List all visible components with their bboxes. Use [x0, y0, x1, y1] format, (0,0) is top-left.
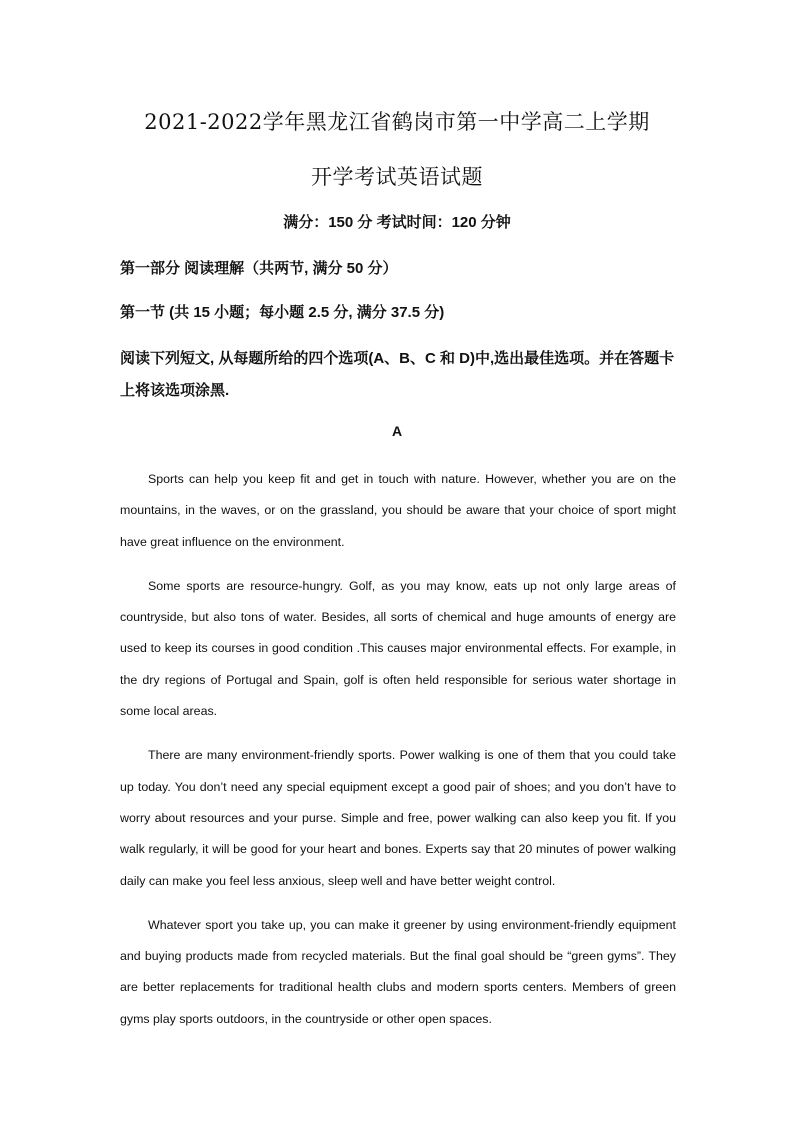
instructions: 阅读下列短文, 从每题所给的四个选项(A、B、C 和 D)中,选出最佳选项。并在答题卡上将该选项涂黑. — [120, 350, 675, 399]
paragraph: Whatever sport you take up, you can make it greener by using environment-friendly equipment and buying products made from recycled materials. But the final goal should be “green gyms”. They are better replacements for traditional health clubs and modern sports centers. Members of green gyms play sports outdoors, in the countryside or other open spaces. — [120, 917, 676, 1026]
paragraph: Some sports are resource-hungry. Golf, as you may know, eats up not only large areas of countryside, but also tons of water. Besides, all sorts of chemical and huge amounts of energy are used to keep its courses in good condition .This causes major environmental effects. For example, in the dry regions of Portugal and Spain, golf is often held responsible for serious water shortage in some local areas. — [120, 578, 676, 719]
paragraph: Sports can help you keep fit and get in touch with nature. However, whether you are on the mountains, in the waves, or on the grassland, you should be aware that your choice of sport might have great influence on the environment. — [120, 472, 676, 549]
paragraph: There are many environment-friendly sports. Power walking is one of them that you could take up today. You don’t need any special equipment except a good pair of shoes; and you don’t have to worry about resources and your purse. Simple and free, power walking can also keep you fit. If you walk regularly, it will be good for your heart and bones. Experts say that 20 minutes of power walking daily can make you feel less anxious, sleep well and have better weight control. — [120, 748, 676, 888]
section-heading: 第一节 (共 15 小题；每小题 2.5 分, 满分 37.5 分) — [120, 304, 445, 321]
exam-title-line2: 开学考试英语试题 — [311, 165, 483, 189]
exam-title-line1: 2021-2022学年黑龙江省鹤岗市第一中学高二上学期 — [144, 110, 650, 134]
passage-body — [120, 464, 676, 1048]
score-time-info: 满分：150 分 考试时间：120 分钟 — [283, 214, 511, 231]
part-heading: 第一部分 阅读理解（共两节, 满分 50 分） — [120, 260, 398, 277]
passage-label: A — [391, 423, 403, 439]
